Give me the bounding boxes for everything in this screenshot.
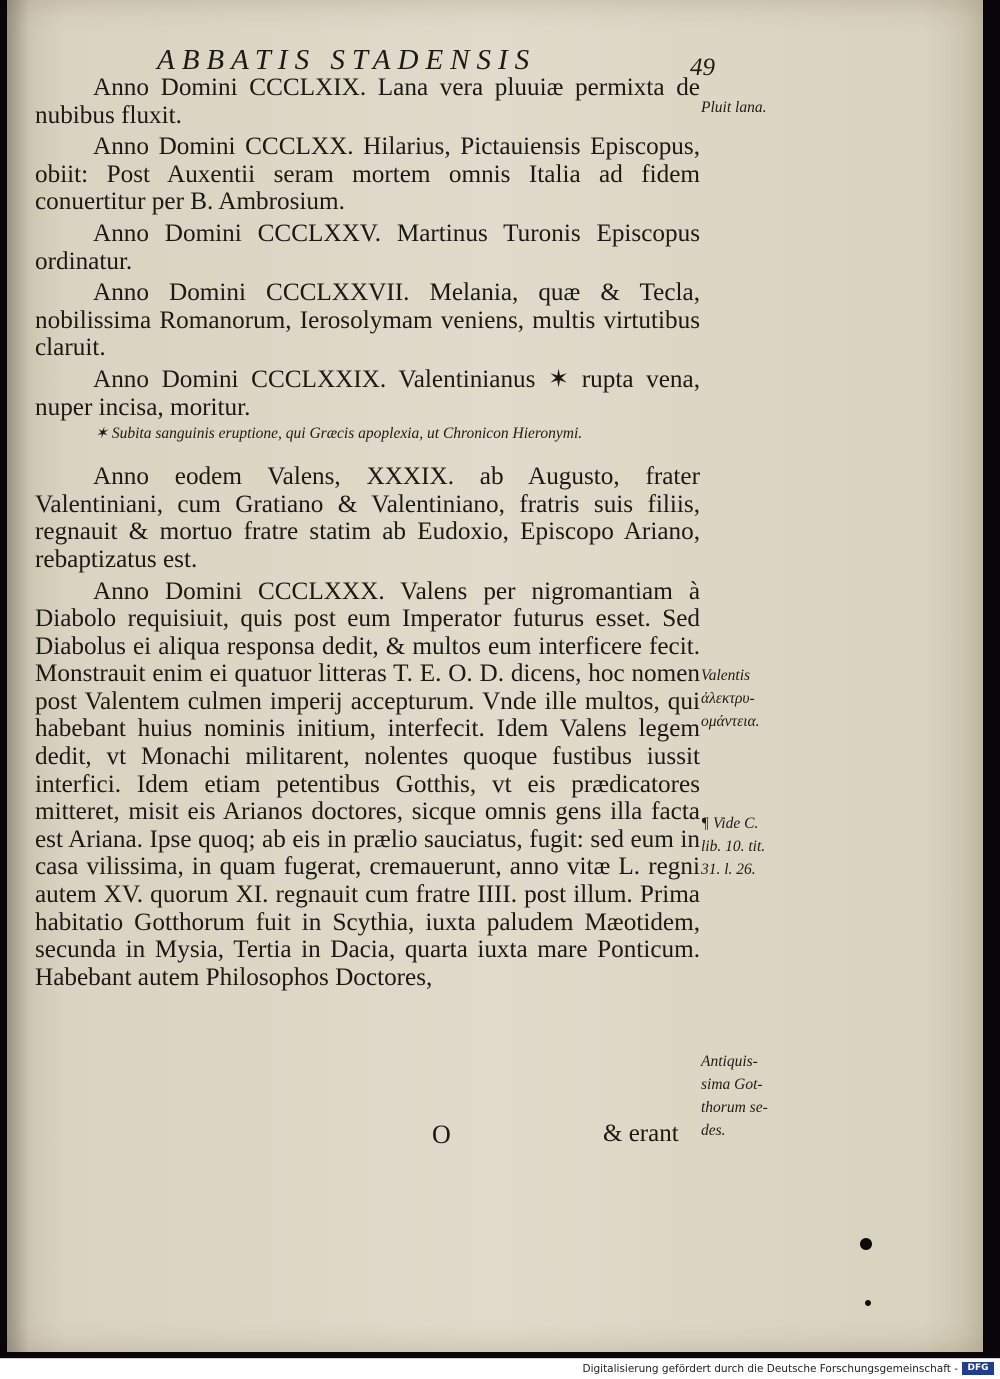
margin-note-valentis: Valentis ἀλεκτρυ- ομάντεια. — [701, 667, 760, 730]
margin-note-vide: ¶ Vide C. lib. 10. tit. 31. l. 26. — [701, 815, 766, 878]
margin-note-pluit-lana: Pluit lana. — [701, 99, 767, 116]
entry-375: Anno Domini CCCLXXV. Martinus Turonis Episcopus ordinatur. — [35, 219, 700, 275]
funding-credit: Digitalisierung gefördert durch die Deutsche Forschungsgemeinschaft - — [582, 1363, 958, 1375]
footnote: ✶ Subita sanguinis eruptione, qui Græcis apoplexia, ut Chronicon Hieronymi. — [95, 425, 583, 443]
entry-valens: Anno eodem Valens, XXXIX. ab Augusto, frater Valentiniani, cum Gratiano & Valentiniano, fratris suis filiis, regnauit & mortuo fratre statim ab Eudoxio, Episcopo Ariano, rebaptizatus est. — [35, 463, 700, 573]
margin-note-antiquissima: Antiquis- sima Got- thorum se- des. — [701, 1053, 768, 1139]
running-title: ABBATIS STADENSIS — [157, 44, 537, 76]
ink-spot — [860, 1238, 872, 1250]
ink-spot-small — [865, 1300, 871, 1306]
entry-380: Anno Domini CCCLXXX. Valens per nigromantiam à Diabolo requisiuit, quis post eum Imperator futurus esset. Sed Diabolus ei aliqua responsa dedit, & multos eum interficere fecit. Monstrauit enim ei quatuor litteras T. E. O. D. dicens, hoc nomen post Valentem culmen imperij accepturum. Vnde ille multos, qui habebant huius nominis initium, interfecit. Idem Valens legem dedit, vt Monachi militarent, nolentes quoque fustibus iussit interfici. Idem etiam petentibus Gotthis, vt eis prædicatores mitteret, misit eis Arianos doctores, sicque omnis gens illa facta est Ariana. Ipse quoq; ab eis in prælio sauciatus, fugit: sed eum in casa vilissima, in quam fugerat, cremauerunt, anno vitæ L. regni autem XV. quorum XI. regnauit cum fratre IIII. post illum. Prima habitatio Gotthorum fuit in Scythia, iuxta paludem Mæotidem, secunda in Mysia, Tertia in Dacia, quarta iuxta mare Ponticum. Habebant autem Philosophos Doctores, — [35, 577, 700, 991]
entry-369: Anno Domini CCCLXIX. Lana vera pluuiæ permixta de nubibus fluxit. — [35, 74, 700, 129]
digitization-footer — [0, 1358, 1000, 1379]
main-text — [35, 74, 700, 991]
entry-377: Anno Domini CCCLXXVII. Melania, quæ & Tecla, nobilissima Romanorum, Ierosolymam veniens, multis virtutibus claruit. — [35, 279, 700, 362]
book-page — [7, 0, 983, 1352]
dfg-logo: DFG — [962, 1362, 994, 1375]
entry-379: Anno Domini CCCLXXIX. Valentinianus ✶ rupta vena, nuper incisa, moritur. — [35, 365, 700, 421]
page-number: 49 — [690, 54, 715, 81]
catchword: & erant — [603, 1120, 679, 1147]
entry-370: Anno Domini CCCLXX. Hilarius, Pictauiensis Episcopus, obiit: Post Auxentii seram mortem omnis Italia ad fidem conuertitur per B. Ambrosium. — [35, 133, 700, 216]
signature-mark: O — [432, 1120, 451, 1149]
